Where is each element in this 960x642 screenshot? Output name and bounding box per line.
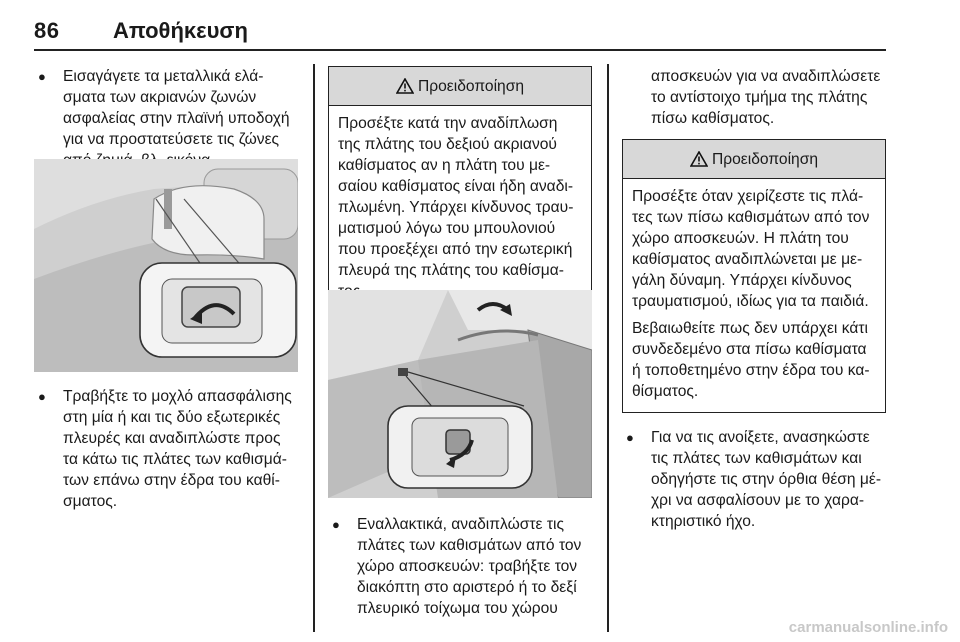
- column-divider-2: [607, 64, 609, 632]
- bullet-dot-icon: ●: [38, 69, 46, 84]
- column-1: [34, 66, 302, 171]
- figure-cargo-release-lever: [328, 290, 592, 498]
- warning-paragraph: Βεβαιωθείτε πως δεν υπάρχει κάτι συνδεδεμένο στα πίσω καθίσματα ή τοποθετημένο στην έδρα του κα- θίσματος.: [632, 320, 870, 400]
- warning-title: Προειδοποίηση: [712, 150, 818, 168]
- continued-text: αποσκευών για να αναδιπλώσετε το αντίστοιχο τμήμα της πλάτης πίσω καθίσματος.: [651, 68, 881, 127]
- warning-header: [329, 67, 591, 106]
- bullet-item: [622, 427, 886, 532]
- figure-seatbelt-clip: [34, 159, 298, 372]
- column-1-lower: [34, 386, 302, 512]
- bullet-item: [34, 66, 302, 171]
- page-number: 86: [34, 18, 60, 43]
- bullet-item: [34, 386, 302, 512]
- warning-triangle-icon: [690, 151, 708, 167]
- watermark: carmanualsonline.info: [788, 619, 948, 636]
- page-header: [0, 0, 960, 50]
- column-divider-1: [313, 64, 315, 632]
- warning-paragraph: Προσέξτε όταν χειρίζεστε τις πλά- τες των πίσω καθισμάτων από τον χώρο αποσκευών. Η πλάτη του καθίσματος αναδιπλώνεται με με- γάλη δύναμη. Υπάρχει κίνδυνος τραυματισμού, ιδίως για τα παιδιά.: [632, 188, 870, 310]
- bullet-dot-icon: ●: [332, 517, 340, 532]
- bullet-dot-icon: ●: [626, 430, 634, 445]
- page-title: Αποθήκευση: [113, 18, 248, 43]
- warning-title: Προειδοποίηση: [418, 77, 524, 95]
- header-rule: [34, 49, 886, 51]
- bullet-text: Για να τις ανοίξετε, ανασηκώστε τις πλάτες των καθισμάτων και οδηγήστε τις στην όρθια θέση μέ- χρι να ασφαλίσουν με το χαρα- κτηριστικό ήχο.: [651, 429, 882, 530]
- warning-header: [623, 140, 885, 179]
- column-3: [622, 66, 886, 532]
- column-2: [328, 66, 592, 313]
- cargo-lever-illustration: [328, 290, 592, 498]
- warning-body: Προσέξτε κατά την αναδίπλωση της πλάτης του δεξιού ακριανού καθίσματος αν η πλάτη του με- σαίου καθίσματος είναι ήδη αναδι- πλωμένη. Υπάρχει κίνδυνος τραυ- ματισμού λόγω του μπουλονιού που προεξέχει από την εσωτερική πλευρά της πλάτης του καθίσμα-: [338, 115, 574, 279]
- bullet-text: Τραβήξτε το μοχλό απασφάλισης στη μία ή και τις δύο εξωτερικές πλευρές και αναδιπλώστε προς τα κάτω τις πλάτες των καθισμά- των επάνω στην έδρα του καθί- σματος.: [63, 388, 292, 510]
- bullet-text: Εναλλακτικά, αναδιπλώστε τις πλάτες των καθισμάτων από τον χώρο αποσκευών: τραβήξτε τον διακόπτη στο αριστερό ή το δεξί πλευρικό τοίχωμα του χώρου: [357, 516, 582, 617]
- column-2-lower: [328, 514, 592, 619]
- bullet-text: Εισαγάγετε τα μεταλλικά ελά- σματα των ακριανών ζωνών ασφαλείας στην πλαϊνή υποδοχή για να προστατεύσετε τις ζώνες: [63, 68, 290, 148]
- warning-box: [328, 66, 592, 313]
- bullet-dot-icon: ●: [38, 389, 46, 404]
- warning-body: [623, 179, 885, 412]
- seatbelt-clip-illustration: [34, 159, 298, 372]
- bullet-item: [328, 514, 592, 619]
- warning-triangle-icon: [396, 78, 414, 94]
- warning-box: [622, 139, 886, 413]
